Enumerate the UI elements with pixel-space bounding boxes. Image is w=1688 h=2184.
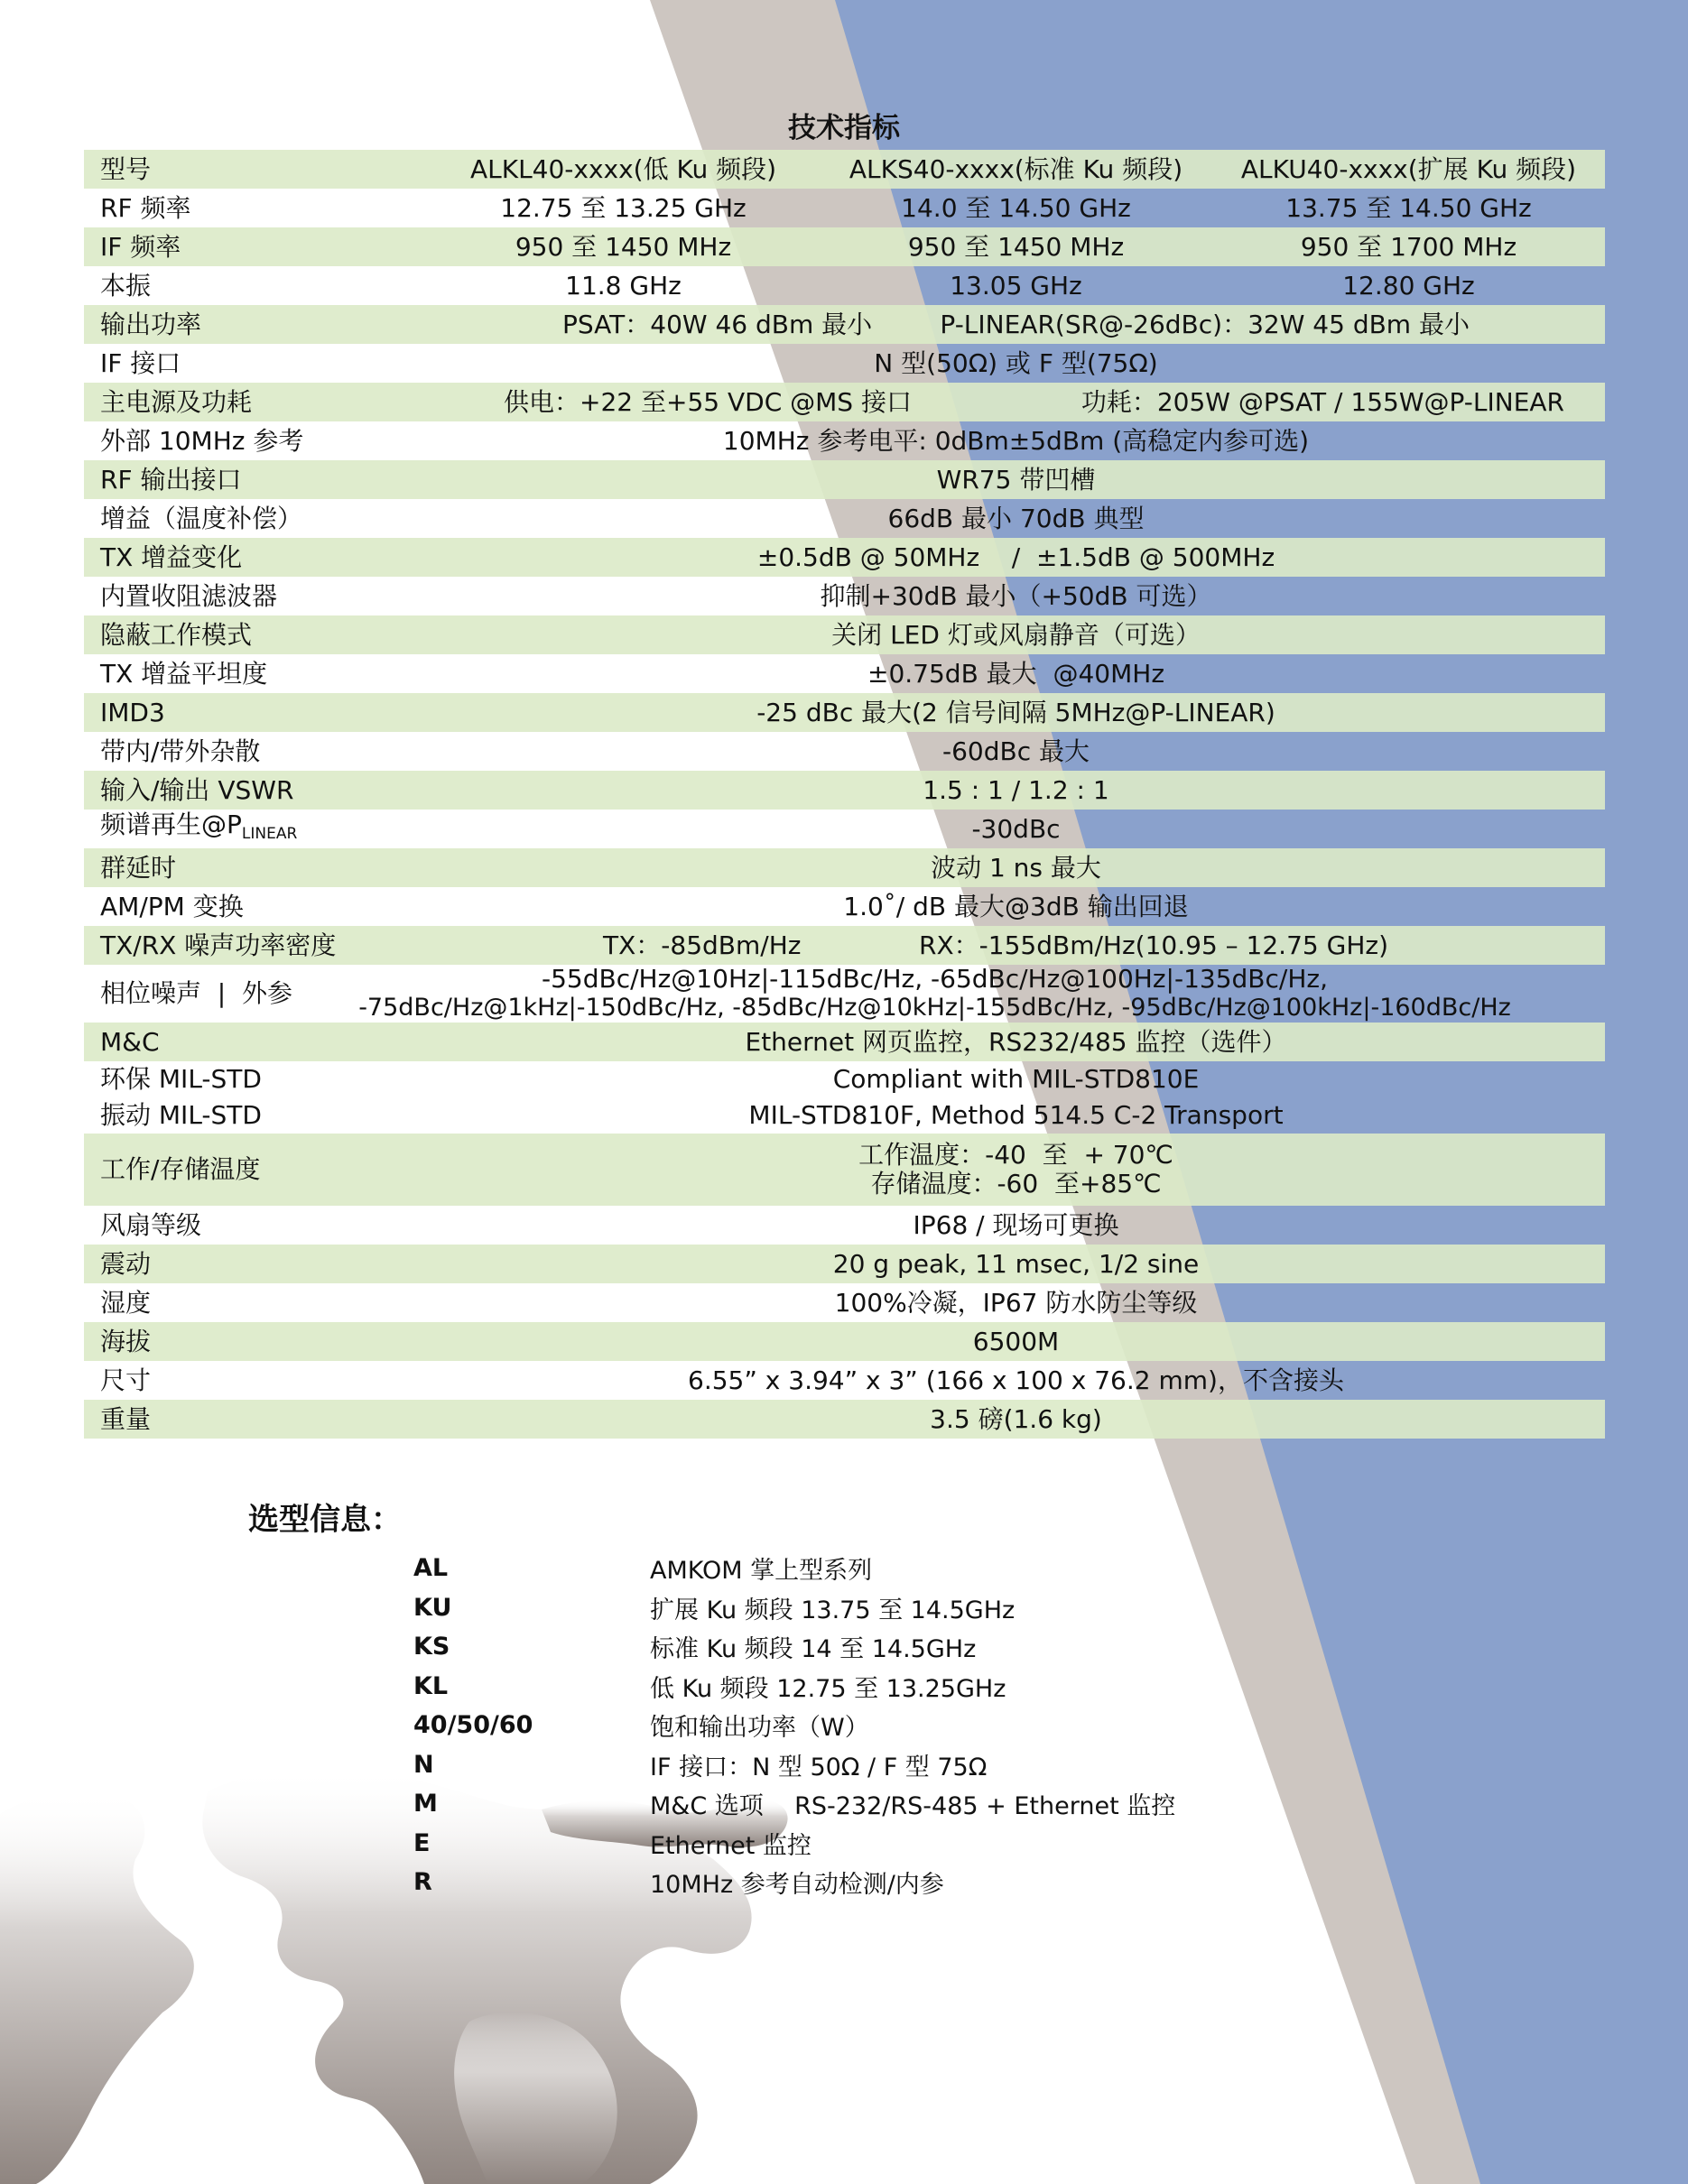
table-row-shock bbox=[84, 1245, 1605, 1283]
table-row-size bbox=[84, 1361, 1605, 1400]
tx-noise-value: TX：-85dBm/Hz bbox=[603, 930, 802, 960]
row-label: AM/PM 变换 bbox=[100, 891, 244, 921]
selection-code: 40/50/60 bbox=[413, 1711, 533, 1740]
regrowth-label: 频谱再生@P bbox=[100, 809, 242, 839]
cell: 12.80 GHz bbox=[1342, 270, 1475, 301]
spec-title: 技术指标 bbox=[788, 112, 900, 144]
list-item bbox=[413, 1549, 1175, 1588]
row-label: 相位噪声 | 外参 bbox=[100, 978, 293, 1008]
selection-code: KL bbox=[413, 1671, 449, 1700]
row-label: 重量 bbox=[84, 1400, 427, 1439]
row-label: 本振 bbox=[100, 270, 152, 301]
consumption-value: 功耗：205W @PSAT / 155W@P-LINEAR bbox=[1081, 386, 1564, 417]
storage-temp: 存储温度：-60 至+85℃ bbox=[870, 1169, 1162, 1198]
cell: ±0.75dB 最大 @40MHz bbox=[867, 658, 1165, 689]
row-label: 风扇等级 bbox=[100, 1209, 202, 1240]
cell: 13.05 GHz bbox=[950, 270, 1082, 301]
cell: -60dBc 最大 bbox=[941, 736, 1090, 766]
table-row-gain-var bbox=[84, 538, 1605, 577]
list-item bbox=[413, 1706, 1175, 1745]
cell: 14.0 至 14.50 GHz bbox=[901, 192, 1131, 223]
selection-title: 选型信息： bbox=[248, 1502, 402, 1538]
row-label: 输入/输出 VSWR bbox=[84, 771, 427, 810]
table-row-ref bbox=[84, 421, 1605, 460]
cell: ±0.5dB @ 50MHz / ±1.5dB @ 500MHz bbox=[427, 538, 1605, 577]
table-row-regrowth bbox=[84, 810, 1605, 848]
row-label: 尺寸 bbox=[100, 1365, 152, 1395]
table-row-flatness bbox=[84, 654, 1605, 693]
list-item bbox=[413, 1627, 1175, 1667]
operating-temp: 工作温度：-40 至 + 70℃ bbox=[858, 1140, 1173, 1170]
table-row-humidity bbox=[84, 1283, 1605, 1322]
table-row-noise-density bbox=[84, 926, 1605, 965]
row-label: 环保 MIL-STD bbox=[100, 1064, 262, 1094]
cell: -30dBc bbox=[971, 813, 1061, 844]
table-row-phase-noise bbox=[84, 965, 1605, 1023]
row-label: TX/RX 噪声功率密度 bbox=[84, 926, 427, 965]
phase-noise-line-2: -75dBc/Hz@1kHz|-150dBc/Hz, -85dBc/Hz@10kHz|-155dBc/Hz, -95dBc/Hz@100kHz|-160dBc/Hz bbox=[358, 994, 1511, 1022]
table-row-altitude bbox=[84, 1322, 1605, 1361]
supply-value: 供电：+22 至+55 VDC @MS 接口 bbox=[504, 386, 912, 417]
row-label: 增益（温度补偿） bbox=[100, 503, 303, 533]
row-label: IMD3 bbox=[84, 693, 427, 732]
table-row-power-supply bbox=[84, 383, 1605, 421]
table-row-model bbox=[84, 150, 1605, 189]
row-label: 湿度 bbox=[100, 1287, 152, 1318]
model-low-ku: ALKL40-xxxx(低 Ku 频段) bbox=[427, 150, 820, 189]
row-label: IF 接口 bbox=[100, 347, 181, 378]
plinear-value: P-LINEAR(SR@-26dBc)：32W 45 dBm 最小 bbox=[940, 309, 1470, 339]
row-label: 内置收阻滤波器 bbox=[100, 580, 278, 611]
list-item bbox=[413, 1667, 1175, 1707]
cell: 1.0˚/ dB 最大@3dB 输出回退 bbox=[843, 891, 1189, 921]
row-label: 震动 bbox=[84, 1245, 427, 1283]
cell: 950 至 1450 MHz bbox=[427, 227, 820, 266]
table-row-rf-freq bbox=[84, 189, 1605, 227]
cell: 950 至 1450 MHz bbox=[820, 227, 1212, 266]
cell: 波动 1 ns 最大 bbox=[427, 848, 1605, 887]
selection-desc: 10MHz 参考自动检测/内参 bbox=[650, 1871, 944, 1900]
cell: 3.5 磅(1.6 kg) bbox=[427, 1400, 1605, 1439]
cell: 66dB 最小 70dB 典型 bbox=[887, 503, 1145, 533]
selection-code: N bbox=[413, 1750, 434, 1779]
row-label: 群延时 bbox=[84, 848, 427, 887]
cell bbox=[427, 926, 1605, 965]
table-row-env bbox=[84, 1061, 1605, 1097]
selection-desc: 低 Ku 频段 12.75 至 13.25GHz bbox=[650, 1674, 1006, 1703]
row-label: RF 输出接口 bbox=[84, 460, 427, 499]
table-row-mc bbox=[84, 1023, 1605, 1061]
row-label: 输出功率 bbox=[84, 305, 427, 344]
selection-desc: 饱和输出功率（W） bbox=[650, 1714, 869, 1743]
table-row-lo bbox=[84, 266, 1605, 305]
cell: 950 至 1700 MHz bbox=[1212, 227, 1605, 266]
selection-desc: M&C 选项 RS-232/RS-485 + Ethernet 监控 bbox=[650, 1792, 1176, 1821]
cell: 6.55” x 3.94” x 3” (166 x 100 x 76.2 mm)，不含接头 bbox=[688, 1365, 1344, 1395]
selection-code: KS bbox=[413, 1633, 450, 1661]
rx-noise-value: RX：-155dBm/Hz(10.95 – 12.75 GHz) bbox=[919, 930, 1388, 960]
table-row-spurious bbox=[84, 732, 1605, 771]
list-item bbox=[413, 1863, 1175, 1902]
cell: 6500M bbox=[427, 1322, 1605, 1361]
cell: -25 dBc 最大(2 信号间隔 5MHz@P-LINEAR) bbox=[427, 693, 1605, 732]
cell: 抑制+30dB 最小（+50dB 可选） bbox=[820, 580, 1212, 611]
selection-code: AL bbox=[413, 1554, 449, 1583]
row-label: 型号 bbox=[84, 150, 427, 189]
table-row-fan bbox=[84, 1206, 1605, 1245]
row-label: 外部 10MHz 参考 bbox=[100, 425, 304, 456]
cell: 关闭 LED 灯或风扇静音（可选） bbox=[427, 615, 1605, 654]
cell: 11.8 GHz bbox=[565, 270, 682, 301]
row-label: IF 频率 bbox=[84, 227, 427, 266]
cell: Compliant with MIL-STD810E bbox=[832, 1064, 1200, 1094]
table-row-if-freq bbox=[84, 227, 1605, 266]
spec-table bbox=[84, 150, 1605, 1439]
cell: 100%冷凝，IP67 防水防尘等级 bbox=[834, 1287, 1198, 1318]
selection-desc: 扩展 Ku 频段 13.75 至 14.5GHz bbox=[650, 1596, 1016, 1624]
row-label bbox=[84, 810, 427, 848]
selection-code: R bbox=[413, 1868, 432, 1897]
cell: IP68 / 现场可更换 bbox=[913, 1209, 1119, 1240]
model-std-ku: ALKS40-xxxx(标准 Ku 频段) bbox=[820, 150, 1212, 189]
cell: 1.5 : 1 / 1.2 : 1 bbox=[427, 771, 1605, 810]
table-row-output-power bbox=[84, 305, 1605, 344]
selection-code: KU bbox=[413, 1593, 452, 1622]
list-item bbox=[413, 1824, 1175, 1864]
table-row-group-delay bbox=[84, 848, 1605, 887]
table-row-rf-out bbox=[84, 460, 1605, 499]
row-label: 振动 MIL-STD bbox=[100, 1100, 262, 1130]
cell: 10MHz 参考电平: 0dBm±5dBm (高稳定内参可选) bbox=[722, 425, 1310, 456]
row-label: 主电源及功耗 bbox=[84, 383, 427, 421]
selection-desc: IF 接口：N 型 50Ω / F 型 75Ω bbox=[650, 1753, 988, 1781]
table-row-gain bbox=[84, 499, 1605, 538]
table-row-vib bbox=[84, 1097, 1605, 1134]
table-row-vswr bbox=[84, 771, 1605, 810]
selection-desc: AMKOM 掌上型系列 bbox=[650, 1557, 873, 1586]
table-row-temp bbox=[84, 1134, 1605, 1206]
selection-desc: 标准 Ku 频段 14 至 14.5GHz bbox=[650, 1635, 977, 1664]
cell: Ethernet 网页监控，RS232/485 监控（选件） bbox=[427, 1023, 1605, 1061]
selection-desc: Ethernet 监控 bbox=[650, 1831, 812, 1860]
cell bbox=[427, 383, 1605, 421]
cell bbox=[427, 305, 1605, 344]
row-label: RF 频率 bbox=[100, 192, 191, 223]
table-row-stealth bbox=[84, 615, 1605, 654]
cell: MIL-STD810F, Method 514.5 C-2 Transport bbox=[748, 1100, 1284, 1130]
row-label: 带内/带外杂散 bbox=[100, 736, 261, 766]
row-label: 海拔 bbox=[84, 1322, 427, 1361]
row-label: 隐蔽工作模式 bbox=[84, 615, 427, 654]
regrowth-label-subscript: LINEAR bbox=[241, 824, 298, 843]
cell: 20 g peak, 11 msec, 1/2 sine bbox=[427, 1245, 1605, 1283]
phase-noise-line-1: -55dBc/Hz@10Hz|-115dBc/Hz, -65dBc/Hz@100Hz|-135dBc/Hz, bbox=[542, 964, 1328, 994]
table-row-ampm bbox=[84, 887, 1605, 926]
row-label: 工作/存储温度 bbox=[84, 1134, 427, 1206]
table-row-weight bbox=[84, 1400, 1605, 1439]
cell bbox=[427, 1134, 1605, 1206]
cell bbox=[358, 964, 1605, 1023]
cell: 12.75 至 13.25 GHz bbox=[500, 192, 747, 223]
selection-code: E bbox=[413, 1828, 431, 1857]
cell: WR75 带凹槽 bbox=[427, 460, 1605, 499]
list-item bbox=[413, 1784, 1175, 1824]
selection-code: M bbox=[413, 1790, 438, 1818]
table-row-imd3 bbox=[84, 693, 1605, 732]
table-row-filter bbox=[84, 577, 1605, 615]
model-ext-ku: ALKU40-xxxx(扩展 Ku 频段) bbox=[1212, 150, 1605, 189]
row-label: TX 增益平坦度 bbox=[100, 658, 268, 689]
row-label: TX 增益变化 bbox=[84, 538, 427, 577]
table-row-if-port bbox=[84, 344, 1605, 383]
list-item bbox=[413, 1745, 1175, 1785]
cell: 13.75 至 14.50 GHz bbox=[1285, 192, 1532, 223]
psat-value: PSAT：40W 46 dBm 最小 bbox=[562, 309, 873, 339]
cell: N 型(50Ω) 或 F 型(75Ω) bbox=[874, 347, 1158, 378]
selection-list bbox=[413, 1549, 1175, 1902]
row-label: M&C bbox=[84, 1023, 427, 1061]
list-item bbox=[413, 1588, 1175, 1628]
